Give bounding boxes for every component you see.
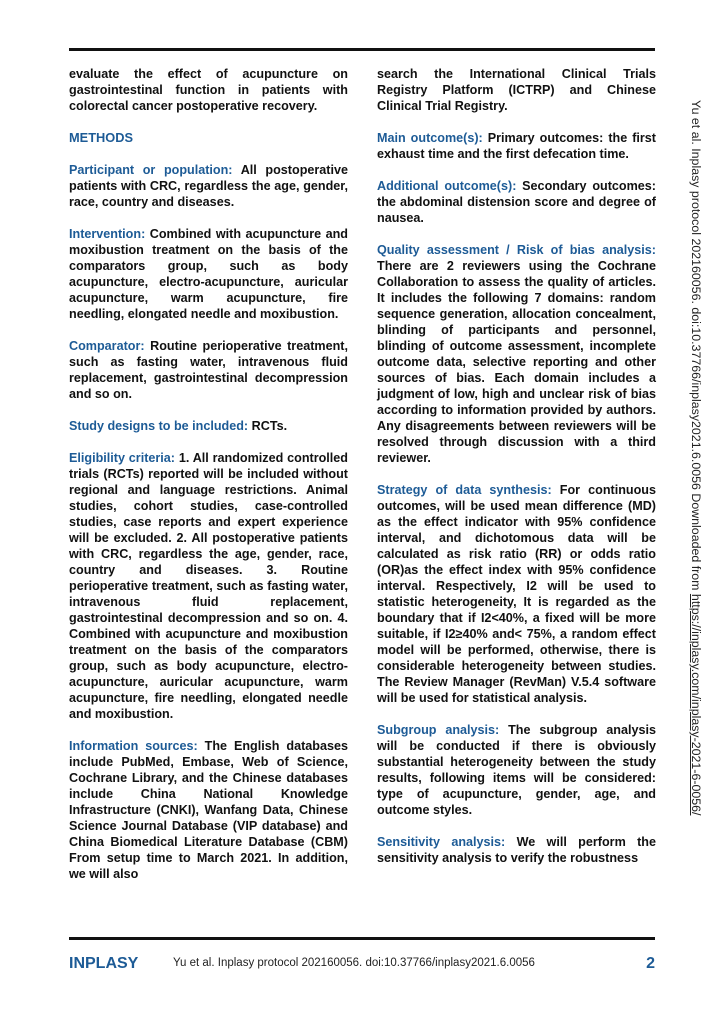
section-subgroup-analysis [377, 722, 656, 818]
section-additional-outcomes [377, 178, 656, 226]
intro-paragraph: evaluate the effect of acupuncture on gastrointestinal function in patients with colorectal cancer postoperative recovery. [69, 67, 348, 113]
section-text: The English databases include PubMed, Embase, Web of Science, Cochrane Library, and the Chinese databases include China National Knowledge Infrastructure (CNKI), Wanfang Data, Chinese Science Journal Database (VIP database) and China Biomedical Literature Database (CBM) From setup time to March 2021. In addition, we will also [69, 739, 348, 881]
section-heading: Quality assessment / Risk of bias analysis: [377, 243, 656, 257]
section-text: Secondary outcomes: the abdominal distension score and degree of nausea. [377, 179, 656, 225]
bottom-rule [69, 937, 655, 940]
section-text: Combined with acupuncture and moxibustion treatment on the basis of the comparators group, such as body acupuncture, electro-acupuncture, auricular acupuncture, warm acupuncture, fire needling, elongated needle and moxibustion. [69, 227, 348, 321]
section-heading: Subgroup analysis: [377, 723, 500, 737]
section-heading: Participant or population: [69, 163, 233, 177]
section-heading: Strategy of data synthesis: [377, 483, 552, 497]
section-comparator [69, 338, 348, 402]
side-download-note [689, 100, 703, 840]
footer-brand-logo: INPLASY [69, 955, 139, 972]
section-eligibility [69, 450, 348, 722]
left-column [69, 66, 348, 898]
section-text: RCTs. [248, 419, 288, 433]
section-information-sources [69, 738, 348, 882]
section-intervention [69, 226, 348, 322]
section-participants [69, 162, 348, 210]
section-data-synthesis [377, 482, 656, 706]
section-heading: Comparator: [69, 339, 145, 353]
section-text: Primary outcomes: the first exhaust time and the first defecation time. [377, 131, 656, 161]
section-heading: Intervention: [69, 227, 146, 241]
section-quality-assessment [377, 242, 656, 466]
section-heading: Sensitivity analysis: [377, 835, 506, 849]
footer-citation: Yu et al. Inplasy protocol 202160056. doi:10.37766/inplasy2021.6.0056 [173, 957, 535, 969]
section-study-designs [69, 418, 348, 434]
section-heading: Study designs to be included: [69, 419, 249, 433]
section-main-outcomes [377, 130, 656, 162]
section-text: We will perform the sensitivity analysis to verify the robustness [377, 835, 656, 865]
section-heading: Additional outcome(s): [377, 179, 517, 193]
section-heading: Information sources: [69, 739, 198, 753]
continued-paragraph: search the International Clinical Trials Registry Platform (ICTRP) and Chinese Clinical Trial Registry. [377, 67, 656, 113]
side-note-text: Yu et al. Inplasy protocol 202160056. doi:10.37766/inplasy2021.6.0056 Downloaded from [689, 100, 703, 594]
page-footer [69, 955, 655, 977]
right-column [377, 66, 656, 882]
section-text: All postoperative patients with CRC, regardless the age, gender, race, country and diseases. [69, 163, 348, 209]
section-text: Routine perioperative treatment, such as fasting water, intravenous fluid replacement, gastrointestinal decompression and so on. [69, 339, 348, 401]
top-rule [69, 48, 655, 51]
methods-title: METHODS [69, 130, 133, 145]
section-heading: Eligibility criteria: [69, 451, 176, 465]
side-note-link[interactable]: https://inplasy.com/inplasy-2021-6-0056/ [689, 593, 703, 816]
section-text: The subgroup analysis will be conducted if there is obviously substantial heterogeneity between the study results, following items will be considered: type of acupuncture, gender, age, and outcome styles. [377, 723, 656, 817]
section-text: There are 2 reviewers using the Cochrane Collaboration to assess the quality of articles. It includes the following 7 domains: random sequence generation, allocation concealment, blinding of participants and personnel, blinding of outcome assessment, incomplete outcome data, selective reporting and other sources of bias. Each domain includes a judgment of low, high and unclear risk of bias according to information provided by authors. Any disagreements between reviewers will be resolved through discussion with a third reviewer. [377, 259, 656, 465]
section-sensitivity-analysis [377, 834, 656, 866]
section-heading: Main outcome(s): [377, 131, 483, 145]
page-number: 2 [646, 955, 655, 972]
section-text: 1. All randomized controlled trials (RCTs) reported will be included without regional and language restrictions. Animal studies, cohort studies, case-controlled studies, case reports and expert experience will be excluded. 2. All postoperative patients with CRC, regardless the age, gender, race, country and diseases. 3. Routine perioperative treatment, such as fasting water, intravenous fluid replacement, gastrointestinal decompression and so on. 4. Combined with acupuncture and moxibustion treatment on the basis of the comparators group, such as body acupuncture, electro-acupuncture, auricular acupuncture, warm acupuncture, fire needling, elongated needle and moxibustion. [69, 451, 348, 721]
section-text: For continuous outcomes, will be used mean difference (MD) as the effect indicator with 95% confidence interval, and dichotomous data will be calculated as risk ratio (RR) or odds ratio (OR)as the effect index with 95% confidence interval. Respectively, I2 will be used to statistic heterogeneity, It is regarded as the boundary that if I2<40%, a fixed will be more suitable, if I2≥40% and< 75%, a random effect model will be performed, otherwise, there is considerable heterogeneity between studies. The Review Manager (RevMan) V.5.4 software will be used for statistical analysis. [377, 483, 656, 705]
